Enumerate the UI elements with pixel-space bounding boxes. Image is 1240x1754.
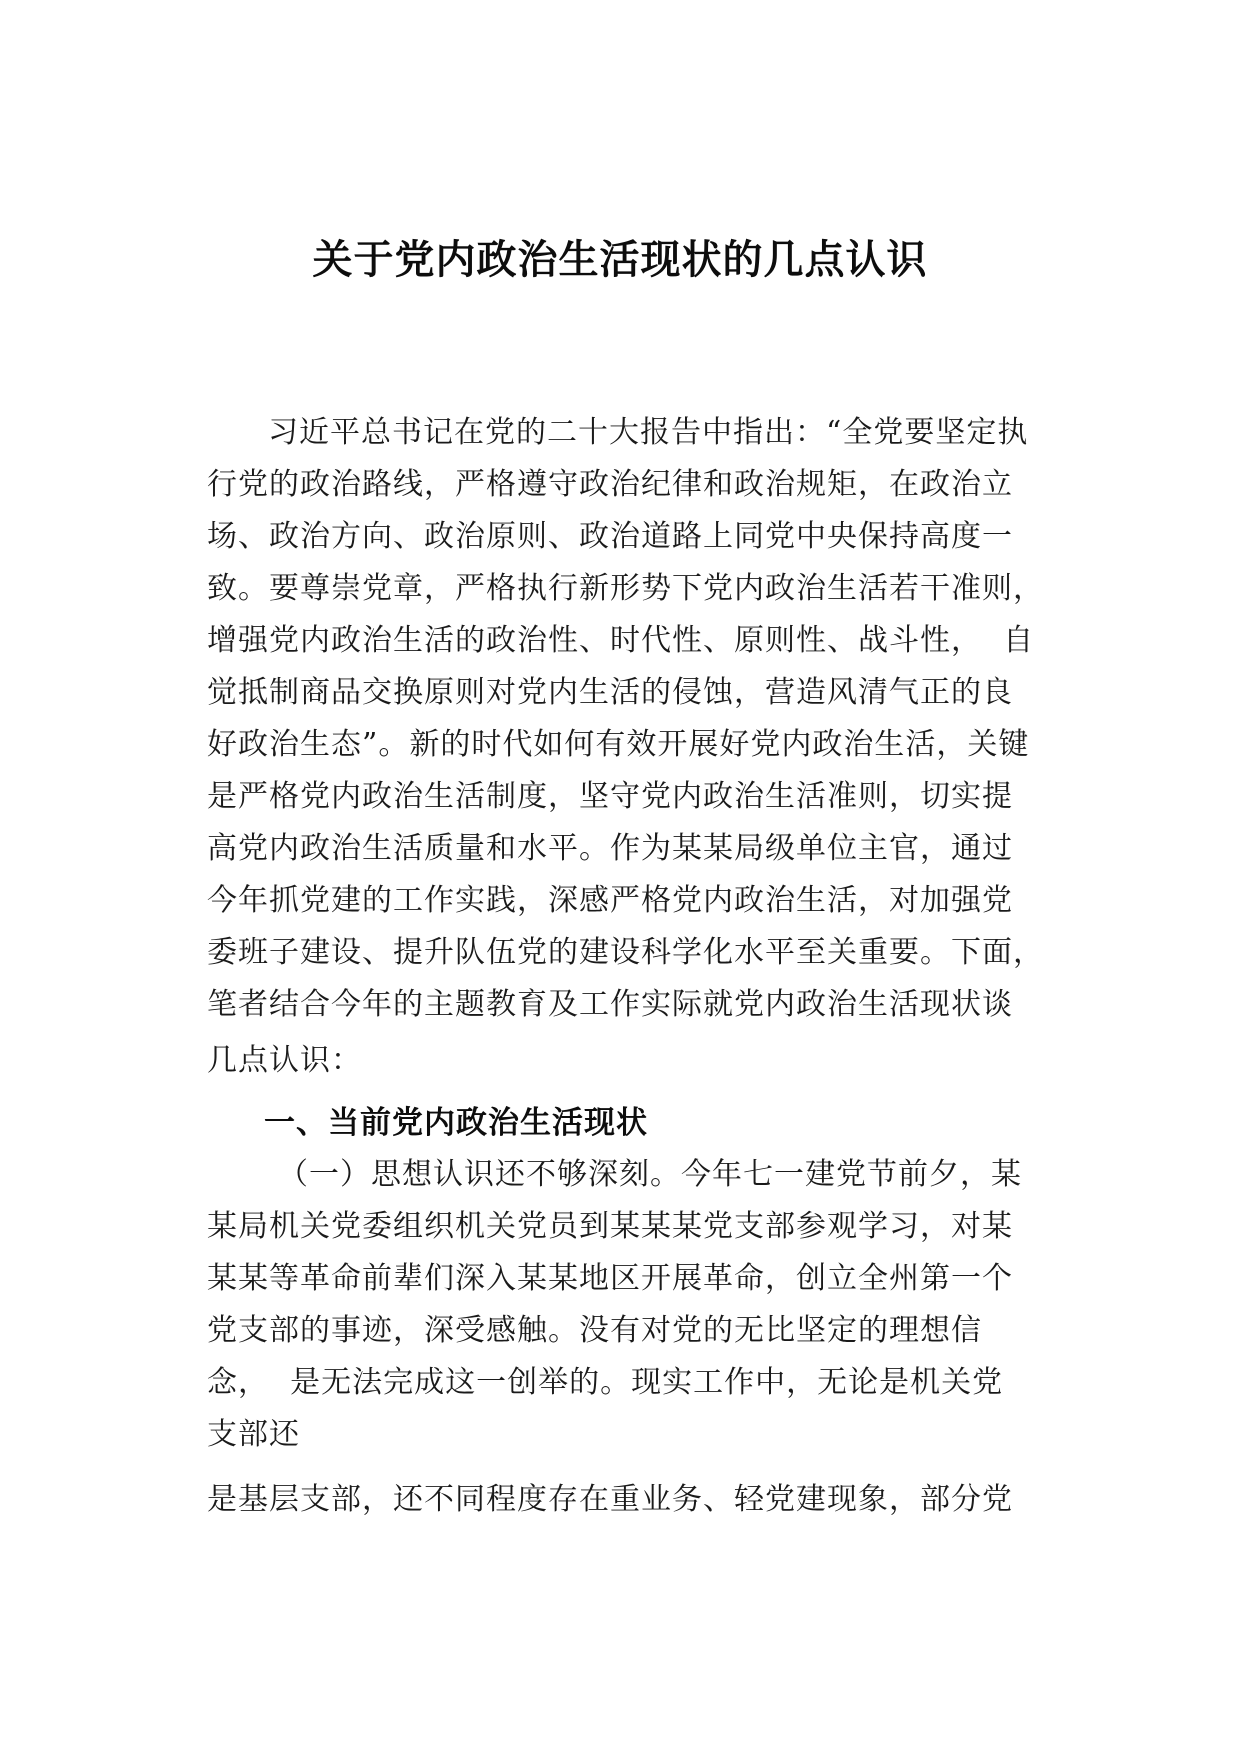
paragraph-line: 好政治生态”。新的时代如何有效开展好党内政治生活，关键 xyxy=(207,727,1030,762)
section-heading: 一、当前党内政治生活现状 xyxy=(264,1105,648,1141)
paragraph-line: 某某等革命前辈们深入某某地区开展革命，创立全州第一个 xyxy=(207,1261,1013,1296)
paragraph-line: 几点认识： xyxy=(207,1043,362,1078)
paragraph-line: 支部还 xyxy=(207,1417,300,1452)
paragraph-line: 党支部的事迹，深受感触。没有对党的无比坚定的理想信 xyxy=(207,1313,982,1348)
paragraph-line: 觉抵制商品交换原则对党内生活的侵蚀，营造风清气正的良 xyxy=(207,675,1013,710)
paragraph-line: 致。要尊崇党章，严格执行新形势下党内政治生活若干准则， xyxy=(207,571,1044,606)
paragraph-line: 行党的政治路线，严格遵守政治纪律和政治规矩，在政治立 xyxy=(207,467,1013,502)
paragraph-line: 场、政治方向、政治原则、政治道路上同党中央保持高度一 xyxy=(207,519,1013,554)
document-title: 关于党内政治生活现状的几点认识 xyxy=(312,237,928,283)
paragraph-line: 委班子建设、提升队伍党的建设科学化水平至关重要。下面， xyxy=(207,935,1044,970)
paragraph-line: （一）思想认识还不够深刻。今年七一建党节前夕，某 xyxy=(278,1157,1022,1192)
paragraph-line: 增强党内政治生活的政治性、时代性、原则性、战斗性， 自 xyxy=(207,623,1035,658)
paragraph-line: 高党内政治生活质量和水平。作为某某局级单位主官，通过 xyxy=(207,831,1013,866)
paragraph-line: 是严格党内政治生活制度，坚守党内政治生活准则，切实提 xyxy=(207,779,1013,814)
paragraph-line: 习近平总书记在党的二十大报告中指出：“全党要坚定执 xyxy=(268,415,1029,450)
paragraph-line: 是基层支部，还不同程度存在重业务、轻党建现象，部分党 xyxy=(207,1482,1013,1517)
paragraph-line: 今年抓党建的工作实践，深感严格党内政治生活，对加强党 xyxy=(207,883,1013,918)
paragraph-line: 念， 是无法完成这一创举的。现实工作中，无论是机关党 xyxy=(207,1365,1004,1400)
paragraph-line: 笔者结合今年的主题教育及工作实际就党内政治生活现状谈 xyxy=(207,987,1013,1022)
paragraph-line: 某局机关党委组织机关党员到某某某党支部参观学习，对某 xyxy=(207,1209,1013,1244)
